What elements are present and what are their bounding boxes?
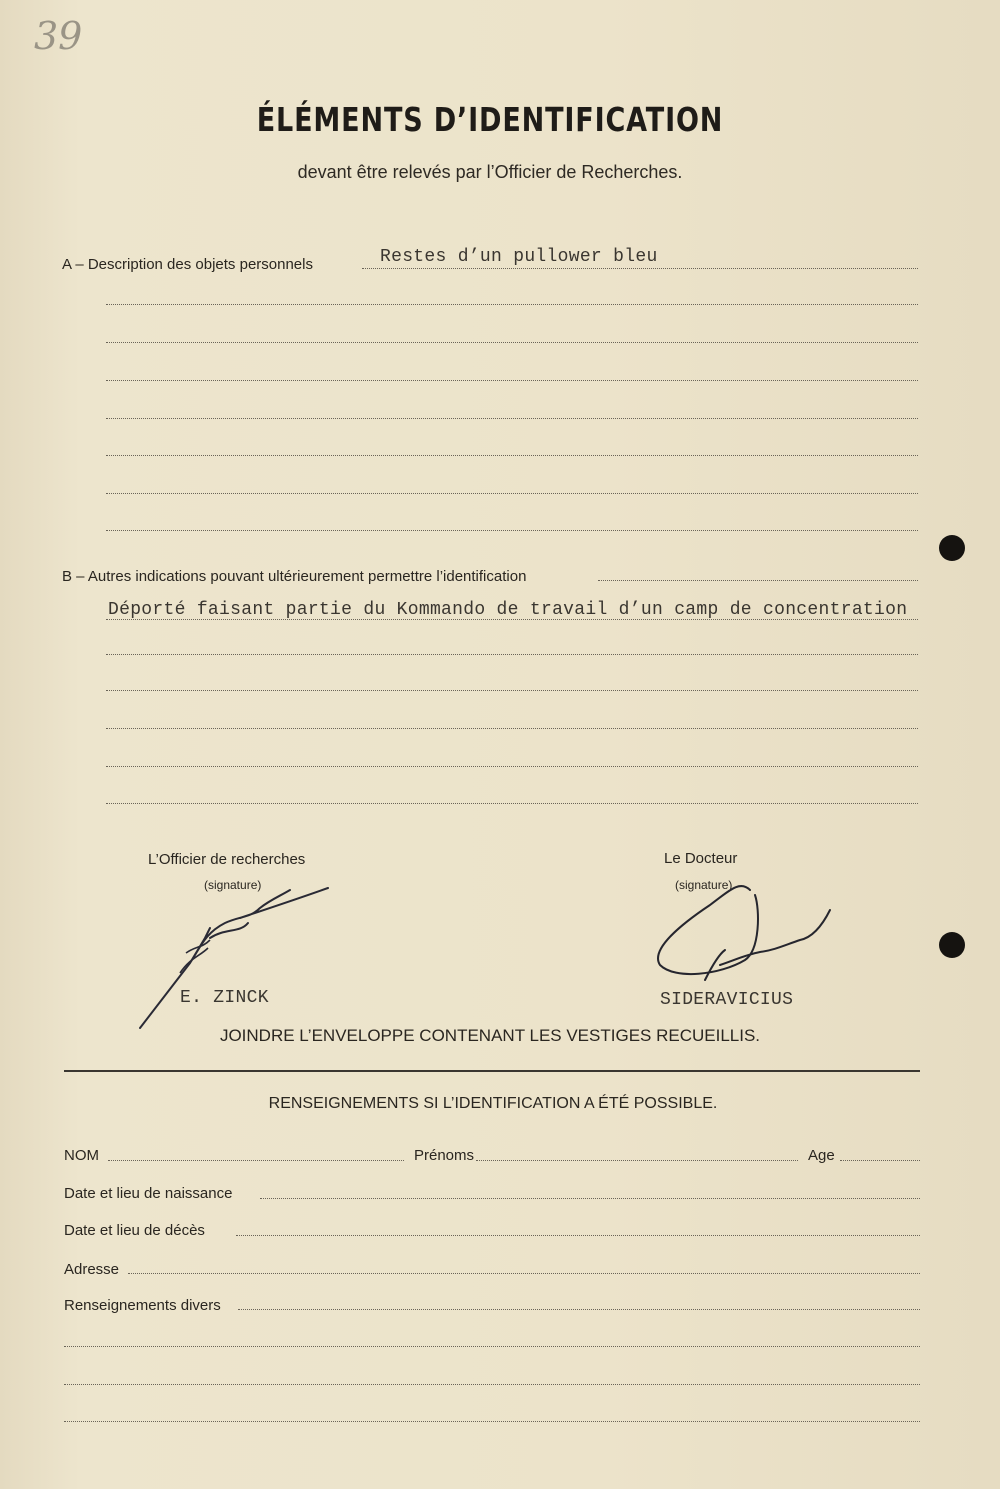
divers-label: Renseignements divers [64,1297,221,1314]
section-a-value: Restes d’un pullower bleu [380,247,658,267]
section-b-line-1 [106,619,918,620]
envelope-note: JOINDRE L’ENVELOPPE CONTENANT LES VESTIGES RECUEILLIS. [219,1026,761,1045]
officer-signature-caption: (signature) [204,878,262,892]
page-subtitle: devant être relevés par l’Officier de Recherches. [297,162,683,182]
section-b-label: B – Autres indications pouvant ultérieurement permettre l’identification [62,568,527,585]
section-a-line-7 [106,530,918,531]
punch-hole-top [939,535,965,561]
section-b-line-0 [598,580,918,581]
adresse-label: Adresse [64,1261,120,1278]
deces-label: Date et lieu de décès [64,1222,205,1239]
doctor-signature-mark [650,880,850,990]
officer-signature-mark [130,878,340,1038]
officer-title: L’Officier de recherches [148,851,306,868]
punch-hole-bottom [939,932,965,958]
doctor-signature-caption: (signature) [675,878,733,892]
section-b-line-6 [106,803,918,804]
section-b-line-4 [106,728,918,729]
section-a-line-4 [106,418,918,419]
section-b-value: Déporté faisant partie du Kommando de travail d’un camp de concentration [108,600,908,620]
divers-line-0 [238,1309,920,1310]
adresse-line [128,1273,920,1274]
age-label: Age [808,1147,835,1164]
section-a-line-0 [362,268,918,269]
doctor-title: Le Docteur [664,850,738,867]
section-a-line-6 [106,493,918,494]
section-a-line-3 [106,380,918,381]
page-title: ÉLÉMENTS D’IDENTIFICATION [256,100,724,139]
naissance-label: Date et lieu de naissance [64,1185,233,1202]
prenoms-label: Prénoms [414,1147,475,1164]
age-line [840,1160,920,1161]
section-b-line-5 [106,766,918,767]
doctor-name: SIDERAVICIUS [660,990,794,1010]
prenoms-line [476,1160,798,1161]
section-divider [64,1070,920,1072]
section-a-line-2 [106,342,918,343]
deces-line [236,1235,920,1236]
naissance-line [260,1198,920,1199]
divers-line-1 [64,1346,920,1347]
divers-line-2 [64,1384,920,1385]
nom-label: NOM [64,1147,99,1164]
section-b-line-2 [106,654,918,655]
section-a-line-5 [106,455,918,456]
identification-heading: RENSEIGNEMENTS SI L’IDENTIFICATION A ÉTÉ POSSIBLE. [268,1095,718,1112]
page-number: 39 [34,14,83,58]
divers-line-3 [64,1421,920,1422]
section-b-line-3 [106,690,918,691]
nom-line [108,1160,404,1161]
section-a-line-1 [106,304,918,305]
section-a-label: A – Description des objets personnels [62,256,313,273]
officer-name: E. ZINCK [180,988,269,1008]
